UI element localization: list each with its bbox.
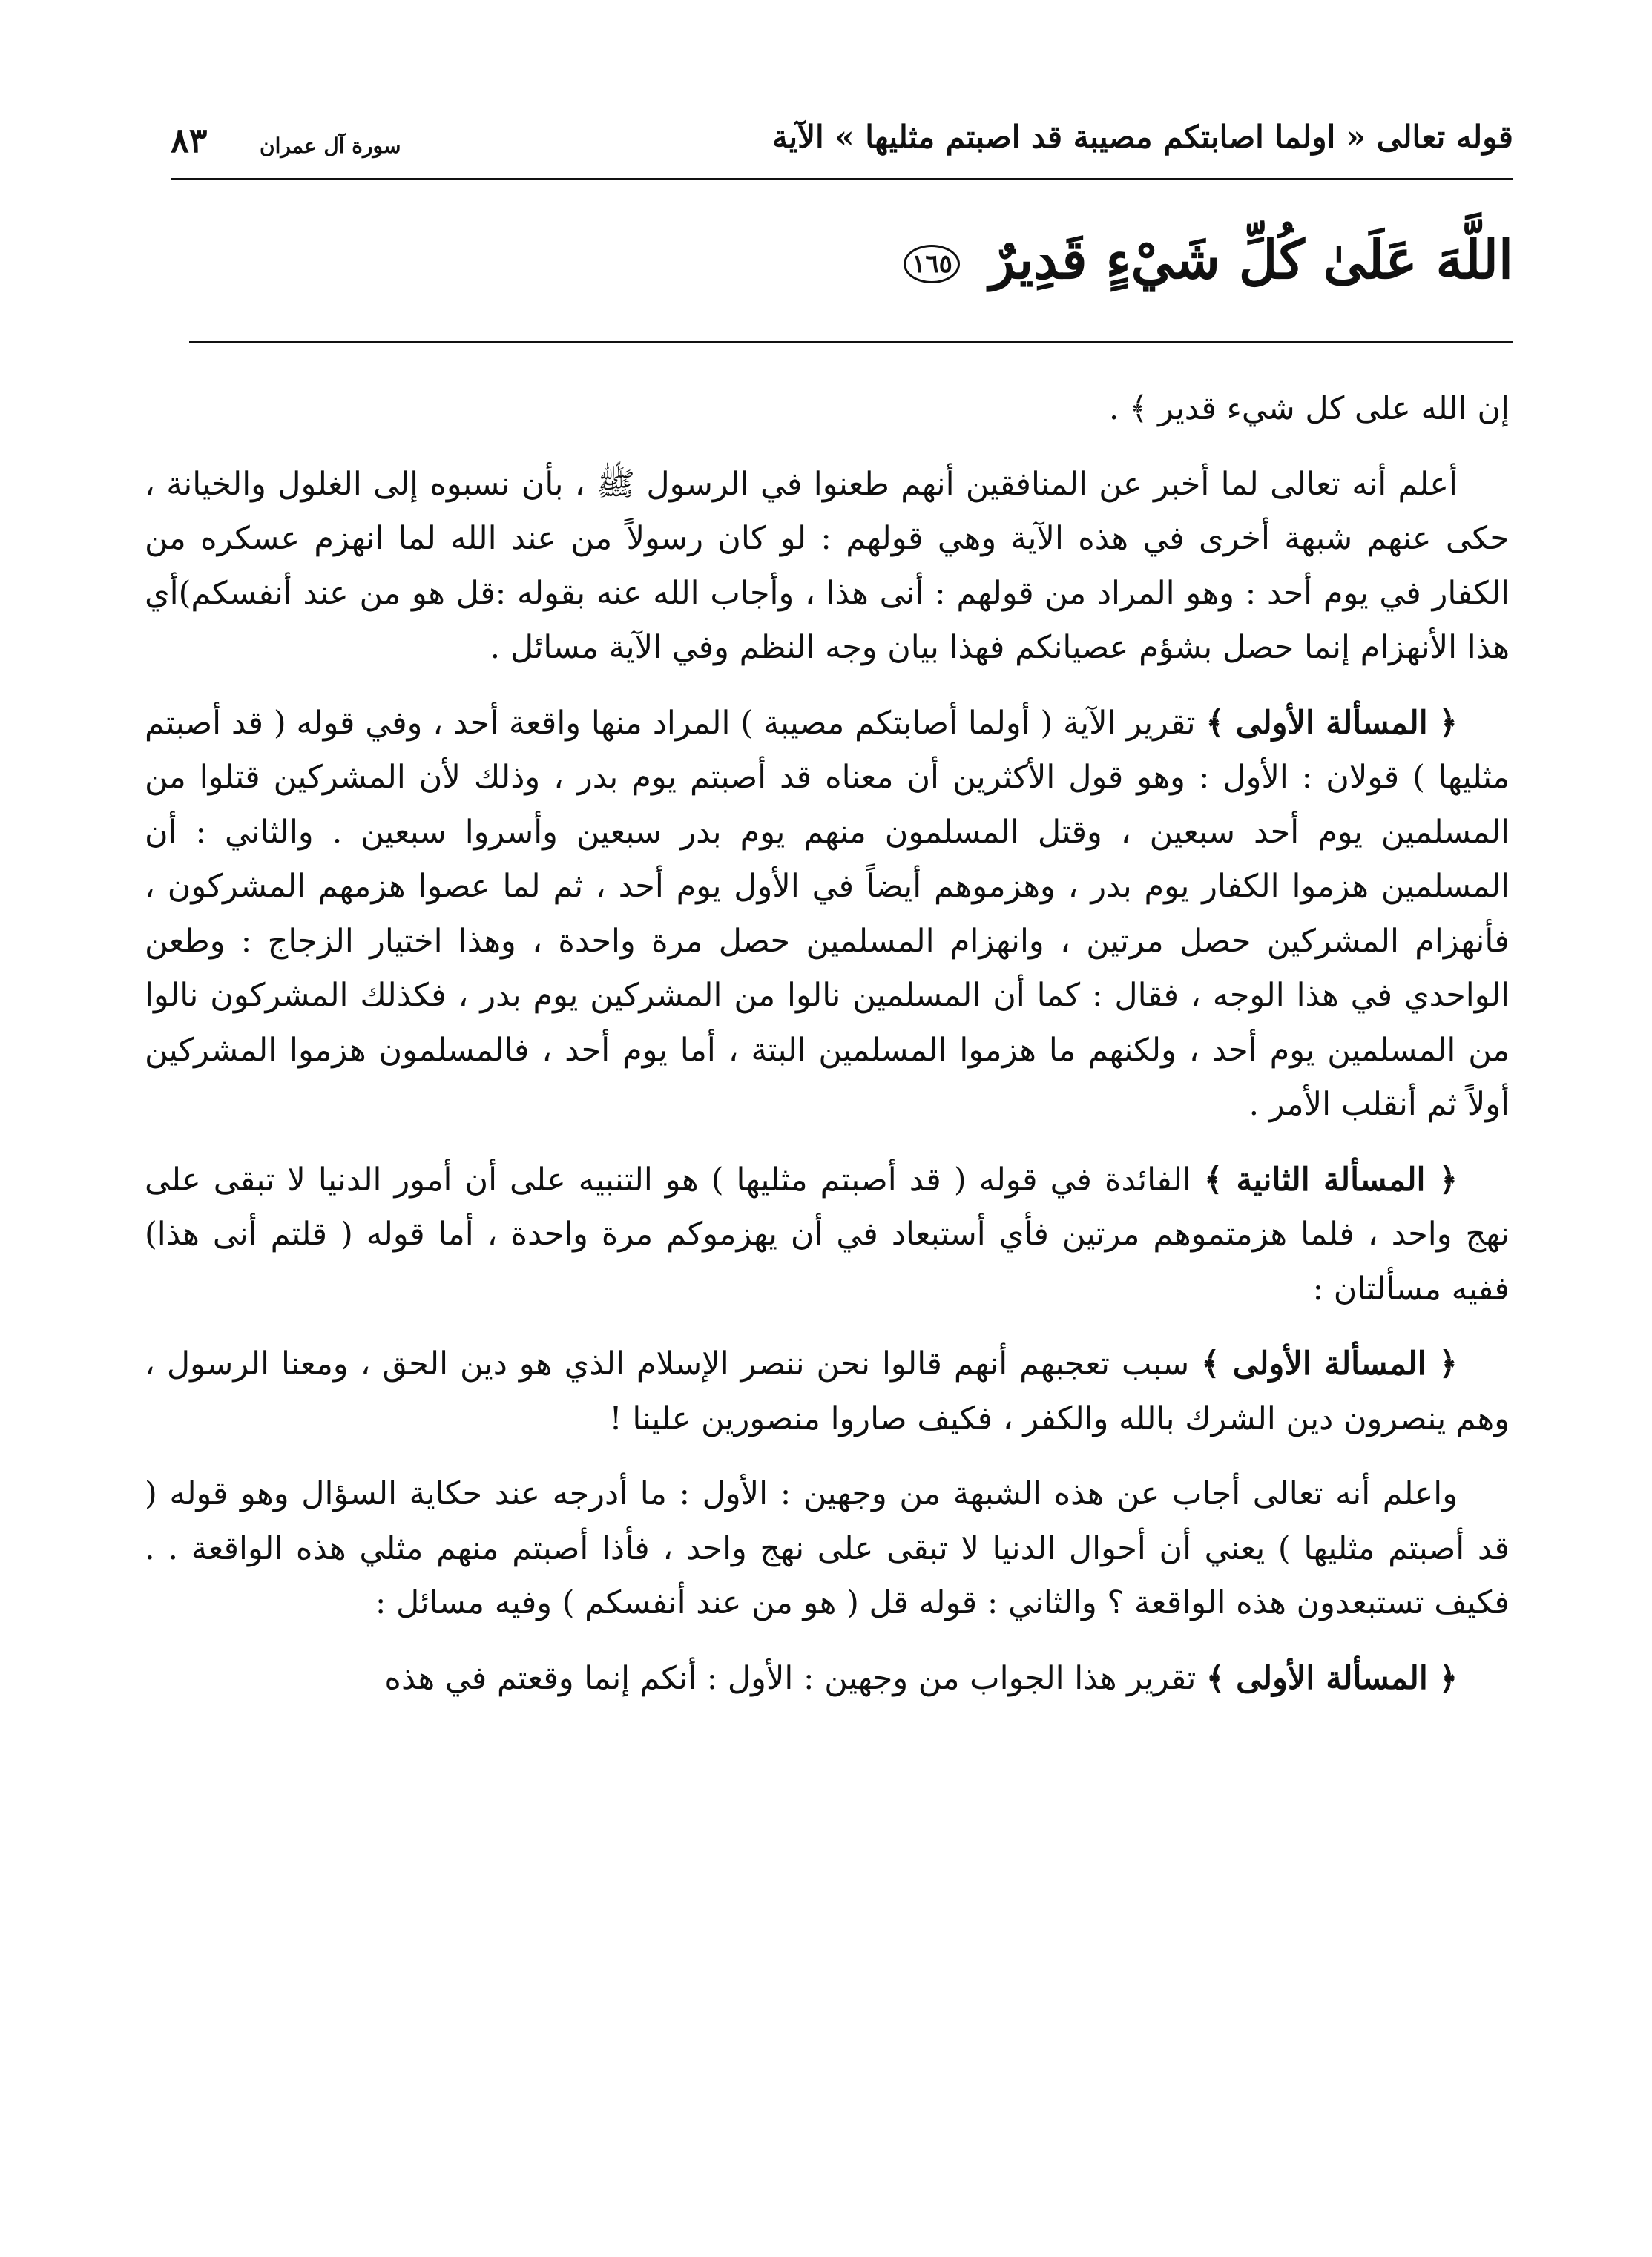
section-heading: ﴿ المسألة الثانية ﴾ bbox=[1204, 1161, 1458, 1199]
quran-verse bbox=[171, 208, 1513, 312]
paragraph bbox=[145, 696, 1510, 1133]
paragraph bbox=[145, 1153, 1510, 1317]
paragraph-text: إن الله على كل شيء قدير ﴾ . bbox=[1108, 390, 1510, 427]
header-divider bbox=[171, 178, 1513, 180]
verse-text: اللَّهَ عَلَىٰ كُلِّ شَيْءٍ قَدِيرٌ bbox=[989, 228, 1513, 291]
page-number: ٨٣ bbox=[171, 120, 208, 160]
header-title: قوله تعالى « اولما اصابتكم مصيبة قد اصبتم مثليها » الآية bbox=[771, 119, 1513, 155]
commentary-body bbox=[145, 382, 1510, 1727]
paragraph-text: تقرير الآية ( أولما أصابتكم مصيبة ) المراد منها واقعة أحد ، وفي قوله ( قد أصبتم مثليها ) قولان : الأول : وهو قول الأكثرين أن معناه قد أصبتم يوم بدر ، وذلك لأن المشركين قتلوا من المسلمين يوم أحد سبعين ، وقتل المسلمون منهم يوم بدر سبعين وأسروا سبعين . والثاني : أن المسلمين هزموا الكفار يوم بدر ، وهزموهم أيضاً في الأول يوم أحد ، ثم لما عصوا هزمهم المشركون ، فأنهزام المشركين حصل مرتين ، وانهزام المسلمين حصل مرة واحدة ، وهذا اختيار الزجاج : وطعن الواحدي في هذا الوجه ، فقال : كما أن المسلمين نالوا من المشركين يوم بدر ، فكذلك المشركون نالوا من المسلمين يوم أحد ، ولكنهم ما هزموا المسلمين البتة ، أما يوم أحد ، فالمسلمون هزموا المشركين أولاً ثم أنقلب الأمر . bbox=[145, 704, 1510, 1123]
section-heading: ﴿ المسألة الأولى ﴾ bbox=[1205, 1659, 1458, 1697]
paragraph bbox=[145, 1467, 1510, 1631]
paragraph-text: واعلم أنه تعالى أجاب عن هذه الشبهة من وجهين : الأول : ما أدرجه عند حكاية السؤال وهو قوله ( قد أصبتم مثليها ) يعني أن أحوال الدنيا لا تبقى على نهج واحد ، فأذا أصبتم منهم مثلي هذه الواقعة . . فكيف تستبعدون هذه الواقعة ؟ والثاني : قوله قل ( هو من عند أنفسكم ) وفيه مسائل : bbox=[145, 1475, 1510, 1621]
running-header bbox=[171, 111, 1513, 178]
verse-divider bbox=[189, 341, 1513, 343]
paragraph bbox=[145, 1652, 1510, 1707]
paragraph bbox=[145, 1337, 1510, 1446]
paragraph-text: أعلم أنه تعالى لما أخبر عن المنافقين أنهم طعنوا في الرسول ﷺ ، بأن نسبوه إلى الغلول والخيانة ، حكى عنهم شبهة أخرى في هذه الآية وهي قولهم : لو كان رسولاً من عند الله لما انهزم عسكره من الكفار في يوم أحد : وهو المراد من قولهم : أنى هذا ، وأجاب الله عنه بقوله :قل هو من عند أنفسكم)أي هذا الأنهزام إنما حصل بشؤم عصيانكم فهذا بيان وجه النظم وفي الآية مسائل . bbox=[145, 465, 1510, 666]
paragraph-text: الفائدة في قوله ( قد أصبتم مثليها ) هو التنبيه على أن أمور الدنيا لا تبقى على نهج واحد ، فلما هزمتموهم مرتين فأي أستبعاد في أن يهزموكم مرة واحدة ، أما قوله ( قلتم أنى هذا) ففيه مسألتان : bbox=[145, 1161, 1510, 1308]
paragraph bbox=[145, 458, 1510, 676]
paragraph bbox=[145, 382, 1510, 437]
section-heading: ﴿ المسألة الأولى ﴾ bbox=[1201, 1345, 1458, 1383]
paragraph-text: تقرير هذا الجواب من وجهين : الأول : أنكم إنما وقعتم في هذه bbox=[384, 1659, 1197, 1697]
paragraph-text: سبب تعجبهم أنهم قالوا نحن ننصر الإسلام الذي هو دين الحق ، ومعنا الرسول ، وهم ينصرون دين الشرك بالله والكفر ، فكيف صاروا منصورين علينا ! bbox=[145, 1345, 1510, 1437]
header-surah-name: سورة آل عمران bbox=[260, 134, 401, 158]
verse-number-marker: ١٦٥ bbox=[904, 245, 960, 283]
section-heading: ﴿ المسألة الأولى ﴾ bbox=[1205, 704, 1458, 742]
